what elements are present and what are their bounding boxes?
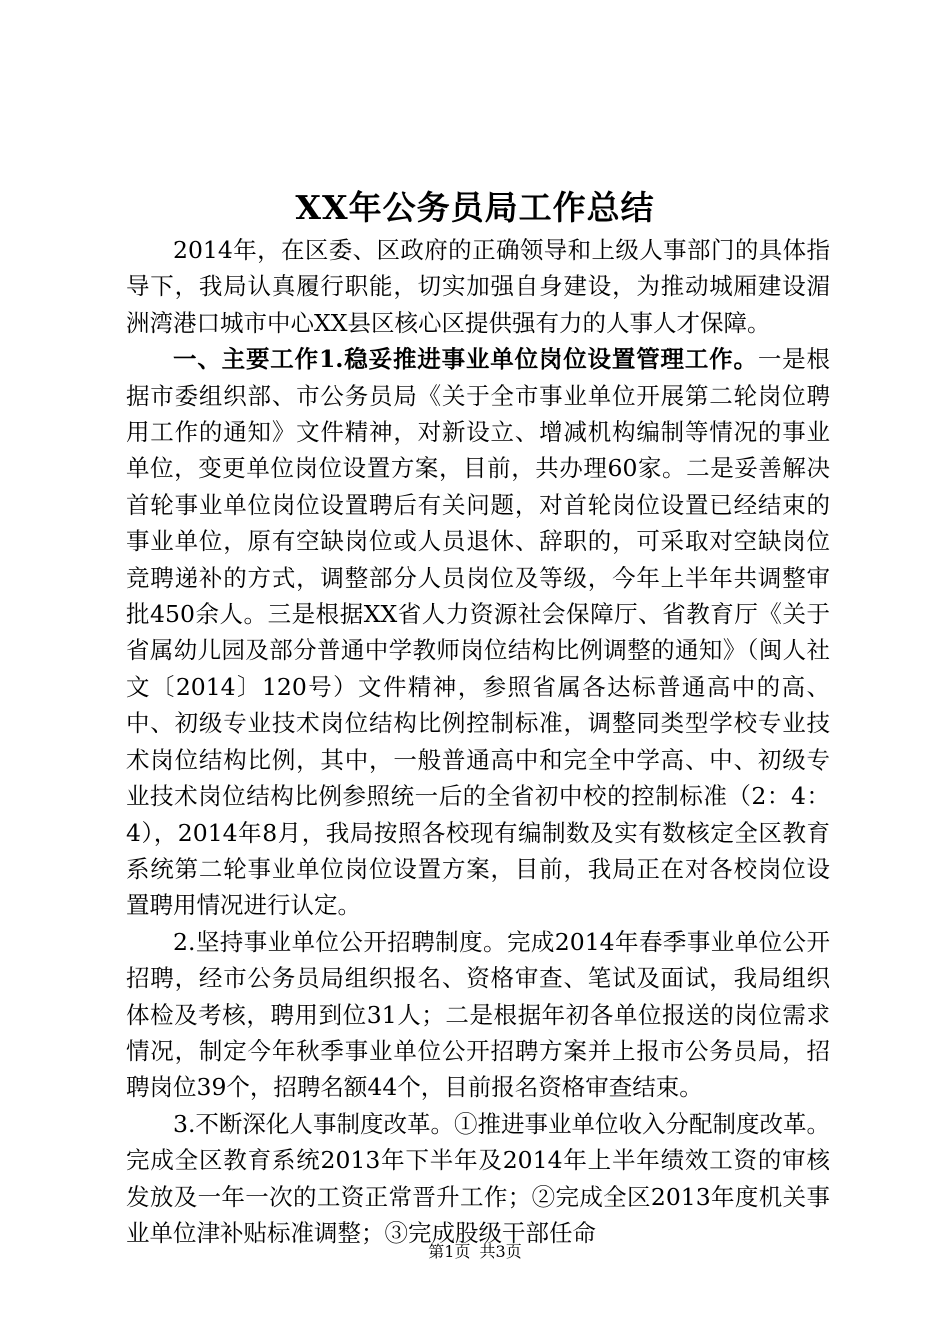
paragraph-text: 3.不断深化人事制度改革。①推进事业单位收入分配制度改革。完成全区教育系统2013年下半年及2014年上半年绩效工资的审核发放及一年一次的工资正常晋升工作；②完成全区2013年度机关事业单位津补贴标准调整；③完成股级干部任命 xyxy=(126,1109,830,1247)
paragraph-intro xyxy=(126,232,830,341)
paragraph-text: 2014年，在区委、区政府的正确领导和上级人事部门的具体指导下，我局认真履行职能，切实加强自身建设，为推动城厢建设湄洲湾港口城市中心XX县区核心区提供强有力的人事人才保障。 xyxy=(126,236,830,337)
paragraph-main-work xyxy=(126,341,830,924)
page-number: 第1页 xyxy=(428,1242,471,1261)
paragraph-text: 2.坚持事业单位公开招聘制度。完成2014年春季事业单位公开招聘，经市公务员局组织报名、资格审查、笔试及面试，我局组织体检及考核，聘用到位31人；二是根据年初各单位报送的岗位需求情况，制定今年秋季事业单位公开招聘方案并上报市公务员局，招聘岗位39个，招聘名额44个，目前报名资格审查结束。 xyxy=(126,927,830,1102)
page-total: 共3页 xyxy=(479,1242,522,1261)
paragraph-recruitment xyxy=(126,924,830,1106)
document-title: XX年公务员局工作总结 xyxy=(295,188,655,227)
paragraph-lead: 一、主要工作1.稳妥推进事业单位岗位设置管理工作。 xyxy=(173,345,758,374)
page-footer xyxy=(0,1241,950,1263)
paragraph-reform xyxy=(126,1106,830,1252)
document-body xyxy=(126,232,830,1251)
paragraph-text: 一是根据市委组织部、市公务员局《关于全市事业单位开展第二轮岗位聘用工作的通知》文件精神，对新设立、增减机构编制等情况的事业单位，变更单位岗位设置方案，目前，共办理60家。二是妥善解决首轮事业单位岗位设置聘后有关问题，对首轮岗位设置已经结束的事业单位，原有空缺岗位或人员退休、辞职的，可采取对空缺岗位竞聘递补的方式，调整部分人员岗位及等级，今年上半年共调整审批450余人。三是根据XX省人力资源社会保障厅、省教育厅《关于省属幼儿园及部分普通中学教师岗位结构比例调整的通知》（闽人社文〔2014〕120号）文件精神，参照省属各达标普通高中的高、中、初级专业技术岗位结构比例控制标准，调整同类型学校专业技术岗位结构比例，其中，一般普通高中和完全中学高、中、初级专业技术岗位结构比例参照统一后的全省初中校的控制标准（2：4：4），2014年8月，我局按照各校现有编制数及实有数核定全区教育系统第二轮事业单位岗位设置方案，目前，我局正在对各校岗位设置聘用情况进行认定。 xyxy=(126,345,830,920)
